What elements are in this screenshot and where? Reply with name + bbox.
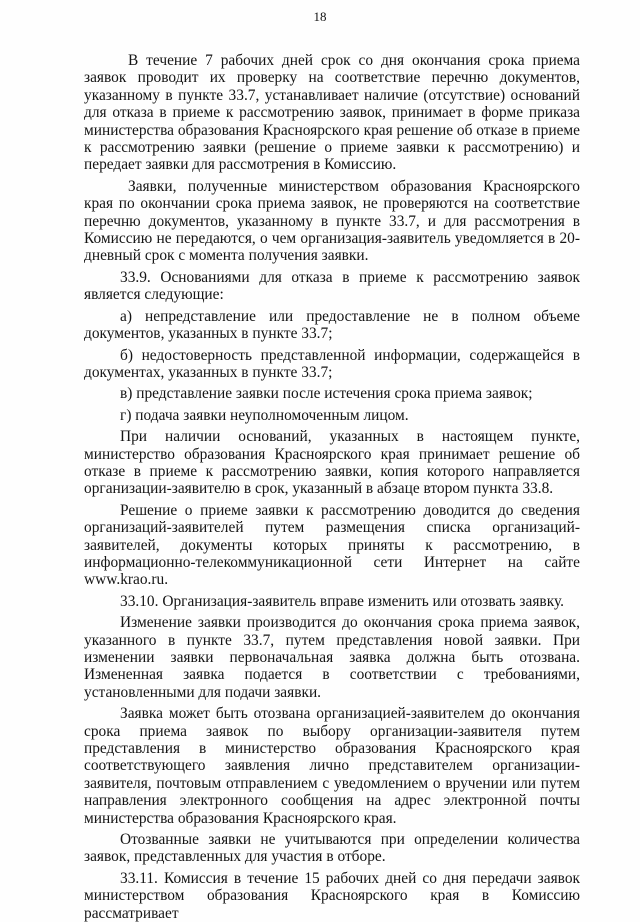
paragraph-withdraw-application: Заявка может быть отозвана организацией-заявителем до окончания срока приема заявок по выбору организации-заявителя путем представления в министерство образования Красноярского края соответствующего заявления лично представителем организации-заявителя, почтовым отправлением с уведомлением о вручении или путем направления электронного сообщения на адрес электронной почты министерства образования Красноярского края. xyxy=(84,705,580,827)
list-item-v: в) представление заявки после истечения срока приема заявок; xyxy=(120,385,533,403)
paragraph-withdrawn-not-counted: Отозванные заявки не учитываются при определении количества заявок, представленных для участия в отборе. xyxy=(84,831,580,866)
paragraph-33-10: 33.10. Организация-заявитель вправе изменить или отозвать заявку. xyxy=(120,592,564,610)
paragraph-review-period: В течение 7 рабочих дней срок со дня окончания срока приема заявок проводит их проверку на соответствие перечню документов, указанному в пункте 33.7, устанавливает наличие (отсутствие) оснований для отказа в приеме к рассмотрению заявок, принимает в форме приказа министерства образования Красноярского края решение об отказе в приеме к рассмотрению заявки (решение о приеме заявки к рассмотрению) и передает заявки для рассмотрения в Комиссию. xyxy=(84,52,580,174)
paragraph-change-application: Изменение заявки производится до окончания срока приема заявок, указанного в пункте 33.7, путем представления новой заявки. При изменении заявки первоначальная заявка должна быть отозвана. Измененная заявка подается в соответствии с требованиями, установленными для подачи заявки. xyxy=(84,614,580,701)
paragraph-late-applications: Заявки, полученные министерством образования Красноярского края по окончании срока приема заявок, не проверяются на соответствие перечню документов, указанному в пункте 33.7, и для рассмотрения в Комиссию не передаются, о чем организация-заявитель уведомляется в 20-дневный срок с момента получения заявки. xyxy=(84,177,580,265)
list-item-a: а) непредставление или предоставление не в полном объеме документов, указанных в пункте 33.7; xyxy=(84,307,580,343)
paragraph-33-11: 33.11. Комиссия в течение 15 рабочих дней со дня передачи заявок министерством образования Красноярского края в Комиссию рассматривает xyxy=(84,869,580,922)
list-item-g: г) подача заявки неуполномоченным лицом. xyxy=(120,406,409,424)
list-item-b: б) недостоверность представленной информации, содержащейся в документах, указанных в пункте 33.7; xyxy=(84,346,580,381)
paragraph-33-9: 33.9. Основаниями для отказа в приеме к рассмотрению заявок является следующие: xyxy=(84,268,580,304)
document-body xyxy=(84,52,580,922)
paragraph-refusal-decision: При наличии оснований, указанных в настоящем пункте, министерство образования Красноярского края принимает решение об отказе в приеме к рассмотрению заявки, копия которого направляется организации-заявителю в срок, указанный в абзаце втором пункта 33.8. xyxy=(84,428,580,498)
page-number: 18 xyxy=(313,9,327,24)
paragraph-acceptance-notice: Решение о приеме заявки к рассмотрению доводится до сведения организаций-заявителей путем размещения списка организаций-заявителей, документы которых приняты к рассмотрению, в информационно-телекоммуникационной сети Интернет на сайте www.krao.ru. xyxy=(84,501,580,589)
